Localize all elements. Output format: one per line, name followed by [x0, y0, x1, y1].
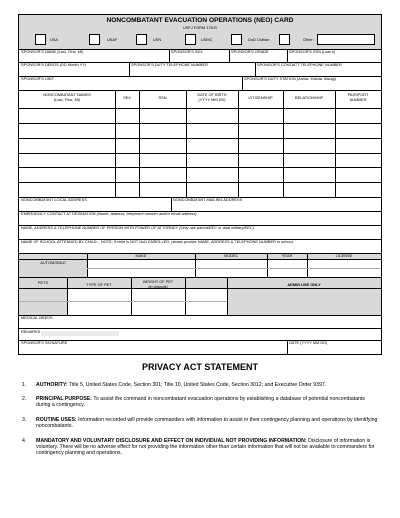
sponsor-ssn-label: SPONSOR'S SSN (Last 4) — [289, 49, 336, 54]
col-date-of-birth: DATE OF BIRTH (YYYY MM DD) — [197, 92, 227, 102]
form-title: NONCOMBATANT EVACUATION OPERATIONS (NEO) CARD — [106, 17, 294, 24]
table-row[interactable] — [19, 138, 381, 139]
option-other: Other: — [303, 37, 314, 42]
neo-card-form — [18, 14, 382, 355]
form-number: USFJ FORM 178-R — [183, 25, 217, 30]
checkbox-usn[interactable] — [136, 34, 147, 45]
option-dod-civilian: DoD Civilian — [248, 37, 270, 42]
remarks-input[interactable] — [41, 331, 119, 336]
sponsor-signature-label: SPONSOR'S SIGNATURE — [21, 340, 68, 345]
col-year: YEAR — [281, 253, 293, 258]
sponsor-deros-label: SPONSOR'S DEROS (DD Month YY) — [21, 62, 87, 67]
privacy-act-section: PRIVACY ACT STATEMENT 1. AUTHORITY: Title 5, United States Code, Section 301; Title 10, United States Code, Section 3012; and Executive Order 9397. 2. PRINCIPAL PURPOSE: To assist the command in noncombatant evacuation operations by establishing a database of potential noncombatants during a contingency. 3. ROUTINE USES: Information recorded will provide commanders with information to assist in their contingency planning and operations by identifying noncombatants. 4. MANDATORY AND VOLUNTARY DISCLOSURE AND EFFECT ON INDIVIDUAL NOT PROVIDING INFORMATION: Disclosure of information is voluntary. There will be no adverse effect for not providing the information other than certain information that will not be available to commanders for contingency planning and operations. — [22, 362, 378, 457]
mailing-address-label: NONCOMBATANT MAILING ADDRESS — [173, 197, 243, 202]
table-row[interactable] — [19, 123, 381, 124]
checkbox-dod-civilian[interactable] — [231, 34, 242, 45]
automobile-label: AUTOMOBILE — [40, 260, 66, 265]
sponsor-grade-label: SPONSOR'S GRADE — [231, 49, 269, 54]
option-usmc: USMC — [201, 37, 213, 42]
col-model: MODEL — [224, 253, 238, 258]
table-row[interactable] — [19, 167, 381, 168]
option-usaf: USAF — [107, 37, 118, 42]
sponsor-duty-phone-label: SPONSOR'S DUTY TELEPHONE NUMBER — [131, 62, 208, 67]
remarks-label: REMARKS — [21, 329, 41, 334]
medical-needs-label: MEDICAL NEEDS — [21, 315, 53, 320]
sponsor-name-label: SPONSOR'S NAME (Last, First, MI) — [21, 49, 84, 54]
date-label: DATE (YYYY MM DD) — [289, 340, 328, 345]
col-sex: SEX — [123, 95, 131, 100]
table-row[interactable] — [19, 182, 381, 183]
privacy-title: PRIVACY ACT STATEMENT — [141, 362, 258, 372]
local-address-label: NONCOMBATANT LOCAL ADDRESS — [21, 197, 87, 202]
col-relationship: RELATIONSHIP — [294, 95, 324, 100]
sponsor-duty-station-label: SPONSOR'S DUTY STATION (Zama, Yokota, Atsugi) — [244, 76, 336, 81]
checkbox-other[interactable] — [279, 34, 290, 45]
col-noncombatant-names: NONCOMBATANT NAMES (Last, First, MI) — [43, 92, 91, 102]
option-usa: USA — [50, 37, 58, 42]
sponsor-unit-label: SPONSOR'S UNIT — [21, 76, 54, 81]
emergency-contact-label: EMERGENCY CONTACT AT DESINATION (Name, address, telephone number and/or email address) — [21, 211, 197, 216]
checkbox-usa[interactable] — [35, 34, 46, 45]
power-of-attorney-label: NAME, ADDRESS & TELEPHONE NUMBER OF PERSON WITH POWER OF ATTORNEY (Only use parent/EEC or dual military/EEC) — [21, 225, 254, 230]
col-type-of-pet: TYPE OF PET — [86, 282, 112, 287]
school-label: NAME OF SCHOOL ATTENDED BY CHILD – NOTE: If child is NOT DoD ENROLLED, please provide NAME, ADDRESS & TELEPHONE NUMBER to school. — [21, 239, 294, 244]
option-usn: USN — [153, 37, 162, 42]
pets-label: PETS — [37, 280, 49, 285]
col-license: LICENSE — [335, 253, 353, 258]
col-citizenship: CITIZENSHIP — [248, 95, 273, 100]
admin-use-only-label: ADMIN USE ONLY — [287, 282, 321, 287]
col-make: MAKE — [135, 253, 147, 258]
sponsor-sex-label: SPONSOR'S SEX — [171, 49, 203, 54]
checkbox-usaf[interactable] — [89, 34, 100, 45]
sponsor-contact-phone-label: SPONSOR'S CONTACT TELEPHONE NUMBER — [257, 62, 342, 67]
col-ssn: SSN — [158, 95, 167, 100]
table-row[interactable] — [19, 153, 381, 154]
checkbox-usmc[interactable] — [185, 34, 196, 45]
col-passport-number: PASSPORT NUMBER — [347, 92, 369, 102]
other-service-input[interactable] — [317, 34, 375, 45]
col-weight-of-pet: WEIGHT OF PET (in pounds) — [142, 279, 174, 289]
